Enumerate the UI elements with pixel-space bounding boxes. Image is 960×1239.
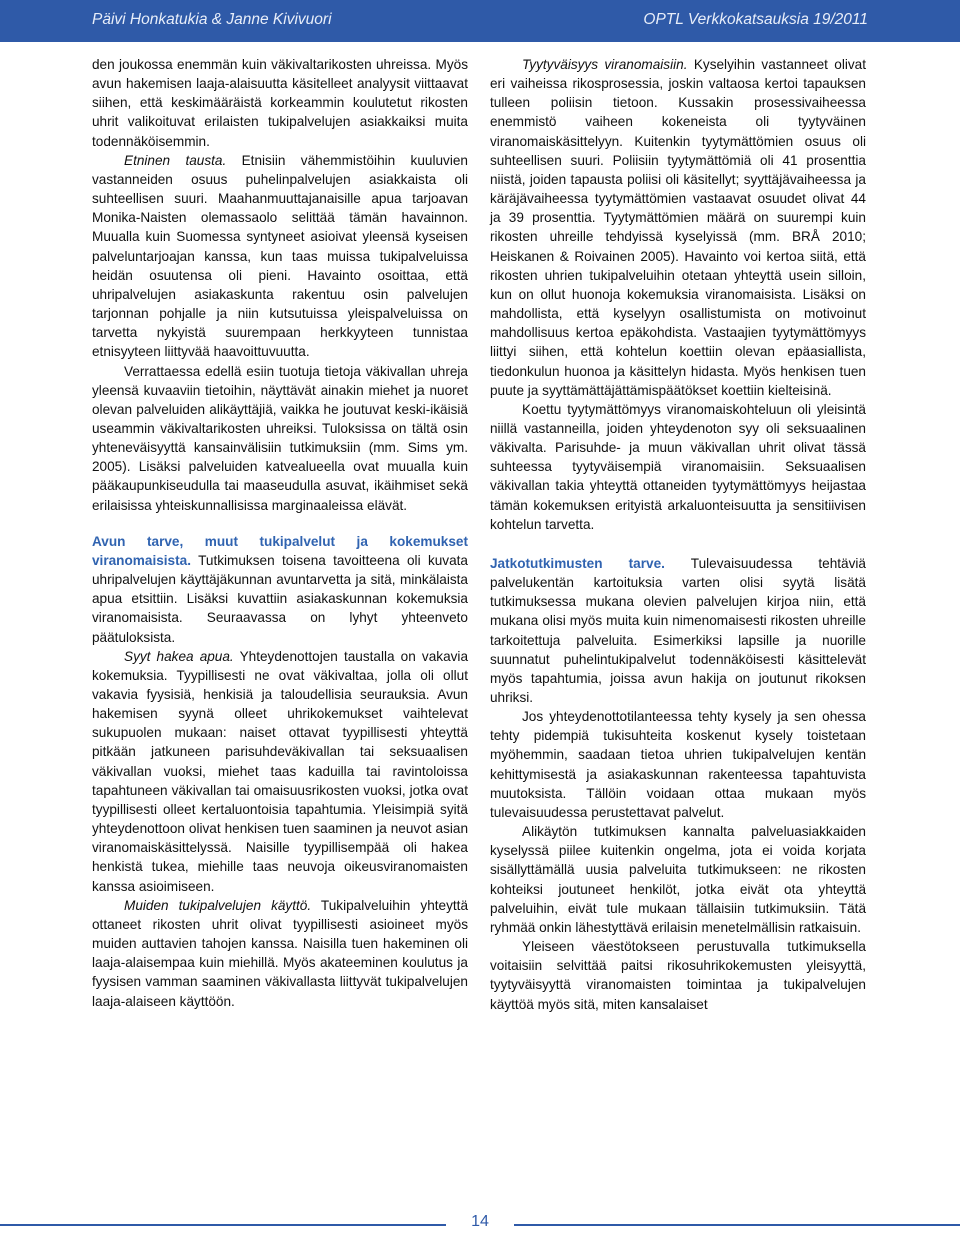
page-header-bar	[0, 0, 960, 42]
paragraph-text: Tukipalveluihin yhteyttä ottaneet rikosten uhrit olivat tyypillisesti asioineet myös muiden auttavien tahojen kanssa. Naisilla tuen hakeminen oli laaja-alaisempaa kuin miehillä. Myös akateeminen koulutus ja fyysisen vamman saaminen väkivallasta liittyvät tukipalvelujen laaja-alaiseen käyttöön.	[92, 897, 469, 1009]
paragraph: Alikäytön tutkimuksen kannalta palveluasiakkaiden kyselyssä piilee kuitenkin ongelma, jota ei voida korjata sisällyttämällä uusia palveluita tutkimukseen: ne rikosten kohteiksi joutuneet henkilöt, jotka eivät ota yhteyttä palveluihin, eivät tule mukaan tällaisiin tutkimuksiin. Tätä ryhmää onkin lähestyttävä erilaisin menetelmällisin ratkaisuin.	[490, 824, 866, 935]
paragraph: Koettu tyytymättömyys viranomaiskohteluun oli yleisintä niillä vastanneilla, joiden yhteydenoton syy oli seksuaalinen väkivalta. Parisuhde- ja muun väkivallan uhrit olivat tässä suhteessa tyytyväisempiä viranomaisiin. Seksuaalisen väkivallan takia yhteyttä ottaneiden tyytymättömyys heijastaa tämän kokemuksen erityistä arkaluonteisuutta ja sensitiivisen kohtelun tarvetta.	[490, 401, 866, 532]
paragraph	[92, 896, 468, 1011]
paragraph-text: Tulevaisuudessa tehtäviä palvelukentän kartoituksia varten olisi syytä lisätä tutkimuksessa mukana olevien palvelujen kirjoa niin, että mukana olisi myös muita kuin nimenomaisesti rikosten uhreille tarkoitettuja palveluita. Esimerkiksi lapsille ja nuorille suunnatut puhelintukipalvelut todennäköisesti käsittelevät myös tapahtumia, joissa avun hakija on joutunut rikoksen uhriksi.	[490, 555, 866, 705]
section-paragraph	[92, 532, 468, 647]
paragraph	[92, 647, 468, 896]
section-heading: Jatkotutkimusten tarve.	[490, 555, 665, 571]
paragraph-lead: Tyytyväisyys viranomaisiin.	[522, 57, 688, 72]
right-column	[490, 55, 866, 1014]
paragraph-lead: Muiden tukipalvelujen käyttö.	[124, 897, 312, 913]
footer-rule-left	[0, 1224, 446, 1226]
page-number: 14	[471, 1213, 489, 1230]
paragraph: Yleiseen väestötokseen perustuvalla tutkimuksella voitaisiin selvittää paitsi rikosuhrikokemusten yleisyyttä, tyytyväisyyttä viranomaisten toimintaa ja tukipalvelujen käyttöä myös sitä, miten kansalaiset	[490, 939, 866, 1012]
paragraph: Verrattaessa edellä esiin tuotuja tietoja väkivallan uhreja yleensä kuvaaviin tietoihin, näyttävät ainakin miehet ja nuoret olevan palveluiden alikäyttäjiä, vaikka he joutuvat keski-ikäisiä useammin väkivaltarikosten uhreiksi. Tuloksissa on tältä osin yhteneväisyyttä kansainvälisiin tutkimuksiin (mm. Sims ym. 2005). Lisäksi palveluiden katvealueella ovat muualla kuin pääkaupunkiseudulla tai maaseudulla asuvat, ikäihmiset sekä erilaisissa yhteiskunnallisissa marginaaleissa elävät.	[92, 363, 468, 513]
paragraph	[92, 151, 468, 362]
paragraph-text: Tutkimuksen toisena tavoitteena oli kuvata uhripalvelujen käyttäjäkunnan avuntarvetta ja sitä, minkälaista apua etsittiin. Lisäksi kuvattiin asiakaskunnan kokemuksia viranomaisista. Seuraavassa on lyhyt yhteenveto päätuloksista.	[92, 552, 468, 645]
left-column	[92, 55, 468, 1011]
paragraph-lead: Etninen tausta.	[124, 152, 227, 168]
paragraph-text: Etnisiin vähemmistöihin kuuluvien vastanneiden osuus puhelinpalvelujen asiakkaista oli suhteellisen suuri. Maahanmuuttajanaisille apua tarjoavan Monika-Naisten olemassaolo selittää tämän havainnon. Muualla kuin Suomessa syntyneet asioivat yleensä kyseisen palveluntarjoajan kanssa, kun taas muissa tukipalveluissa heidän osuutensa oli pieni. Havainto osoittaa, että uhripalvelujen asiakaskunta rakentuu osin palvelujen tarjonnan pohjalle ja niin kutsutuissa yleispalveluissa on tarvetta nykyistä suurempaan herkkyyteen tunnistaa etnisyyteen liittyvää haavoittuvuutta.	[92, 152, 468, 360]
header-series: OPTL Verkkokatsauksia 19/2011	[643, 11, 868, 28]
section-paragraph	[490, 554, 866, 707]
paragraph	[490, 55, 866, 400]
header-authors: Päivi Honkatukia & Janne Kivivuori	[92, 11, 332, 28]
paragraph: Jos yhteydenottotilanteessa tehty kysely ja sen ohessa tehty pidempiä tukisuhteita koskenut kysely toistetaan myöhemmin, saadaan tietoa uhrien tukipalvelujen kentän kehittymisestä ja asiakaskunnan rakenteessa tapahtuvista muutoksista. Tällöin voidaan ottaa mukaan myös tulevaisuudessa perustettavat palvelut.	[490, 709, 866, 820]
paragraph-text: Kyselyihin vastanneet olivat eri vaiheissa rikosprosessia, joskin valtaosa kertoi tapauksen tulleen poliisin tietoon. Kussakin prosessivaiheessa enemmistö vaiheen kokeneista oli tyytyväinen viranomaiskäsittelyyn. Kuitenkin tyytymättömien osuus oli suhteellisen suuri. Poliisiin tyytymättömiä oli 41 prosenttia niistä, joiden tapausta poliisi oli käsitellyt; syyttäjävaiheessa ja käräjävaiheessa tyytymättömien vastaavat osuudet olivat 44 ja 39 prosenttia. Tyytymättömien määrä on suurempi kuin rikosten uhreille tehdyissä kyselyissä (mm. BRÅ 2010; Heiskanen & Roivainen 2005). Havainto voi kertoa siitä, että rikosten uhrien tukipalveluihin otetaan yhteyttä usein silloin, kun on ollut huonoja kokemuksia viranomaisista. Lisäksi on mahdollista, että kyselyyn osallistumista on motivoinut mahdollisuus kertoa epäkohdista. Vastaajien tyytymättömyys liittyi siihen, että kohtelun koettiin olevan epäasiallista, tiedonkulun huonoa ja käsittelyn hidasta. Myös henkisen tuen puute ja syyttämättäjättämispäätökset koettiin kielteisinä.	[490, 57, 866, 398]
section-heading: Avun tarve, muut tukipalvelut ja kokemukset viranomaisista.	[92, 533, 468, 568]
footer-rule-right	[514, 1224, 960, 1226]
paragraph: den joukossa enemmän kuin väkivaltarikosten uhreissa. Myös avun hakemisen laaja-alaisuutta käsitelleet analyysit viittaavat siihen, että keskimääräistä korkeammin koulutetut rikosten uhrit valikoituvat erilaisten tukipalvelujen asiakkaiksi muita todennäköisemmin.	[92, 57, 468, 149]
paragraph-text: Yhteydenottojen taustalla on vakavia kokemuksia. Tyypillisesti ne ovat väkivaltaa, jolla oli ollut vakavia fyysisiä, henkisiä ja taloudellisia seurauksia. Avun hakemisen syynä olleet uhrikokemukset vaihtelevat sukupuolen mukaan: naiset ottavat tyypillisesti yhteyttä pitkään jatkuneen parisuhdeväkivallan tai seksuaalisen väkivallan vuoksi, miehet taas kaduilla tai ravintoloissa tapahtuneen väkivallan tai omaisuusrikosten vuoksi, jotka ovat tyypillisesti olleet kertaluontoisia tapahtumia. Yleisimpiä syitä yhteydenottoon olivat henkisen tuen saaminen ja neuvot asian viranomaiskäsittelyssä. Naisille tyypillisempää oli hakea henkistä tukea, miehille taas neuvoja oikeusviranomaisten kanssa asioimiseen.	[92, 648, 469, 894]
paragraph-lead: Syyt hakea apua.	[124, 648, 234, 664]
